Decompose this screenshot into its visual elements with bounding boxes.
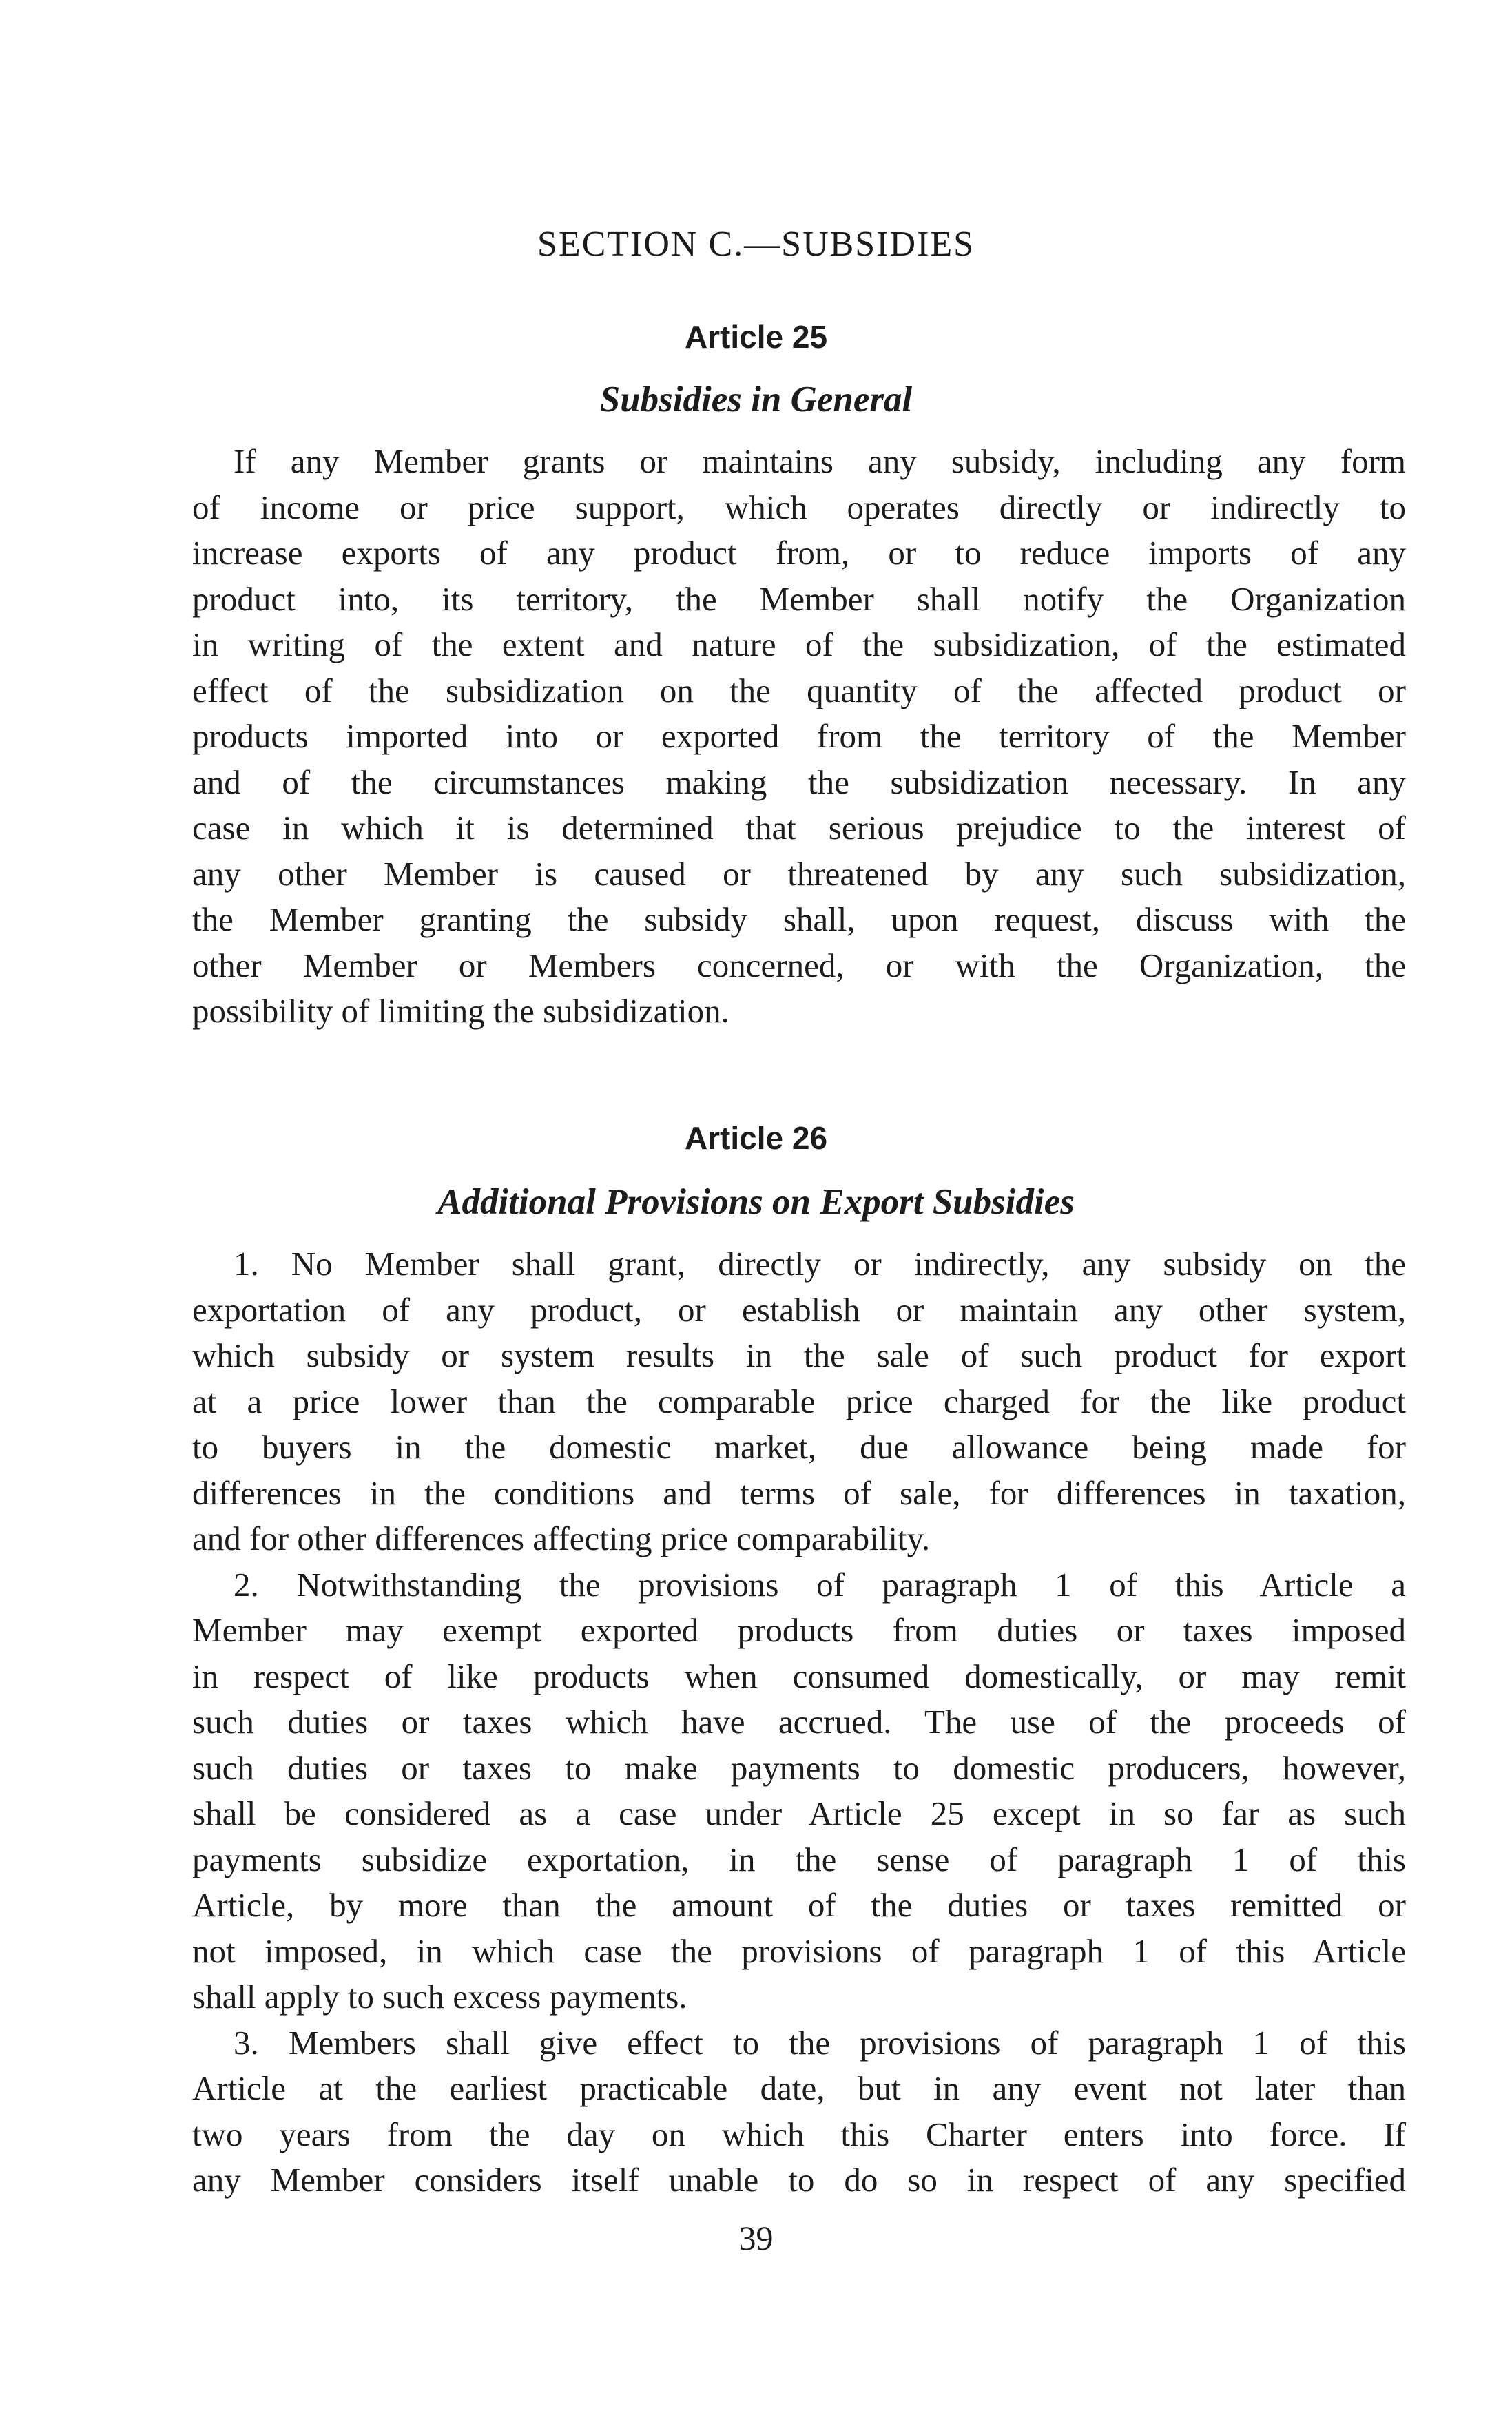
text-line: 3. Members shall give effect to the provisions of paragraph 1 of this [234, 2023, 1406, 2062]
text-line: such duties or taxes which have accrued. The use of the proceeds of [192, 1703, 1406, 1741]
article-25-body [192, 439, 1406, 1035]
text-line: of income or price support, which operates directly or indirectly to [192, 488, 1406, 526]
text-line: product into, its territory, the Member shall notify the Organization [192, 579, 1406, 618]
text-line: to buyers in the domestic market, due allowance being made for [192, 1428, 1406, 1466]
text-line: differences in the conditions and terms of sale, for differences in taxation, [192, 1473, 1406, 1512]
text-line: shall apply to such excess payments. [192, 1978, 687, 2016]
text-line: products imported into or exported from the territory of the Member [192, 717, 1406, 755]
text-line: any other Member is caused or threatened by any such subsidization, [192, 854, 1406, 893]
page-number: 39 [738, 2219, 774, 2257]
text-line: exportation of any product, or establish or maintain any other system, [192, 1290, 1406, 1329]
text-line: effect of the subsidization on the quantity of the affected product or [192, 671, 1406, 709]
text-line: payments subsidize exportation, in the sense of paragraph 1 of this [192, 1840, 1406, 1878]
text-line: Article at the earliest practicable date, but in any event not later than [192, 2069, 1406, 2107]
text-line: not imposed, in which case the provisions of paragraph 1 of this Article [192, 1931, 1406, 1970]
text-line: at a price lower than the comparable price charged for the like product [192, 1382, 1406, 1420]
text-line: If any Member grants or maintains any subsidy, including any form [234, 442, 1406, 480]
text-line: 1. No Member shall grant, directly or indirectly, any subsidy on the [234, 1245, 1406, 1283]
text-line: such duties or taxes to make payments to domestic producers, however, [192, 1748, 1406, 1787]
text-line: the Member granting the subsidy shall, upon request, discuss with the [192, 900, 1406, 938]
text-line: Member may exempt exported products from duties or taxes imposed [192, 1611, 1406, 1649]
article-25-heading: Article 25 [684, 319, 828, 355]
text-line: possibility of limiting the subsidization. [192, 992, 729, 1030]
text-line: increase exports of any product from, or to reduce imports of any [192, 534, 1406, 572]
article-25-subtitle: Subsidies in General [599, 380, 913, 419]
text-line: shall be considered as a case under Article 25 except in so far as such [192, 1794, 1406, 1832]
text-line: other Member or Members concerned, or with the Organization, the [192, 946, 1406, 984]
article-26-body [192, 1241, 1406, 2204]
text-line: in writing of the extent and nature of the subsidization, of the estimated [192, 625, 1406, 663]
text-line: Article, by more than the amount of the duties or taxes remitted or [192, 1886, 1406, 1924]
article-26-subtitle: Additional Provisions on Export Subsidies [437, 1182, 1075, 1222]
section-title: SECTION C.—SUBSIDIES [537, 225, 975, 264]
text-line: in respect of like products when consumed domestically, or may remit [192, 1657, 1406, 1695]
text-line: which subsidy or system results in the sale of such product for export [192, 1336, 1406, 1374]
text-line: 2. Notwithstanding the provisions of paragraph 1 of this Article a [234, 1565, 1406, 1604]
text-line: any Member considers itself unable to do so in respect of any specified [192, 2161, 1406, 2199]
text-line: and for other differences affecting price comparability. [192, 1520, 931, 1557]
text-line: two years from the day on which this Charter enters into force. If [192, 2115, 1406, 2153]
text-line: and of the circumstances making the subsidization necessary. In any [192, 763, 1406, 801]
text-line: case in which it is determined that serious prejudice to the interest of [192, 809, 1406, 847]
article-26-heading: Article 26 [684, 1120, 828, 1156]
